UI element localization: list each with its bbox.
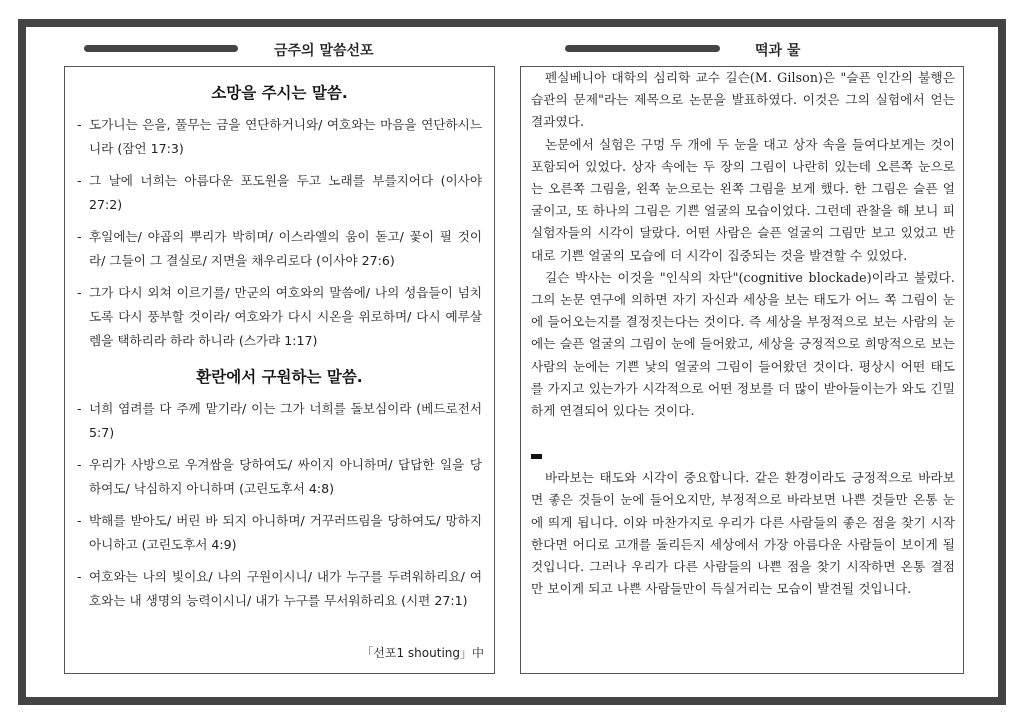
verse-text: 박해를 받아도/ 버린 바 되지 아니하며/ 거꾸러뜨림을 당하여도/ 망하지 아니하고 (고린도후서 4:9) xyxy=(89,513,482,552)
verse-marker: - xyxy=(77,229,82,244)
verse-item xyxy=(77,281,482,353)
verse-text: 도가니는 은을, 풀무는 금을 연단하거니와/ 여호와는 마음을 연단하시느니라 (잠언 17:3) xyxy=(89,117,482,156)
scripture-box xyxy=(64,66,495,674)
article-conclusion: 바라보는 태도와 시각이 중요합니다. 같은 환경이라도 긍정적으로 바라보면 좋은 것들이 눈에 들어오지만, 부정적으로 바라보면 나쁜 것들만 온통 눈에 띄게 됩니다. 이와 마찬가지로 우리가 다른 사람들의 좋은 점을 찾기 시작한다면 어디로 고개를 돌리든지 세상에서 가장 아름다운 사람들이 보이게 될 것입니다. 그러나 우리가 다른 사람들의 나쁜 점을 찾기 시작하면 온통 결점만 보이게 되고 나쁜 사람들만이 득실거리는 모습이 발견될 것입니다. xyxy=(531,470,955,597)
verse-text: 후일에는/ 야곱의 뿌리가 박히며/ 이스라엘의 움이 돋고/ 꽃이 필 것이라/ 그들이 그 결실로/ 지면을 채우리로다 (이사야 27:6) xyxy=(89,229,482,268)
section-title: 환란에서 구원하는 말씀. xyxy=(196,368,363,386)
verse-text: 너희 염려를 다 주께 맡기라/ 이는 그가 너희를 돌보심이라 (베드로전서 5:7) xyxy=(89,401,482,440)
right-column-header xyxy=(565,40,865,60)
verse-text: 우리가 사방으로 우겨쌈을 당하여도/ 싸이지 아니하며/ 답답한 일을 당하여도/ 낙심하지 아니하며 (고린도후서 4:8) xyxy=(89,457,482,496)
verse-marker: - xyxy=(77,457,82,472)
section-marker xyxy=(531,454,542,459)
right-header-title: 떡과 물 xyxy=(755,43,801,59)
article-paragraph: 길슨 박사는 이것을 "인식의 차단"(cognitive blockade)이라고 불렀다. 그의 논문 연구에 의하면 자기 자신과 세상을 보는 태도가 어느 쪽 그림이 눈에 들어오는지를 결정짓는다는 것이다. 즉 세상을 부정적으로 보는 사람의 눈에는 슬픈 얼굴의 그림이 눈에 들어왔고, 세상을 긍정적으로 희망적으로 보는 사람의 눈에는 기쁜 낯의 얼굴의 그림이 들어왔던 것이다. 평상시 어떤 태도를 가지고 있는가가 시각적으로 어떤 정보를 더 많이 받아들이는가 와도 긴밀하게 연결되어 있다는 것이다. xyxy=(531,269,955,419)
article-paragraph: 논문에서 실험은 구멍 두 개에 두 눈을 대고 상자 속을 들여다보게는 것이 포함되어 있었다. 상자 속에는 두 장의 그림이 나란히 있는데 오른쪽 눈으로는 오른쪽 그림을, 왼쪽 눈으로는 왼쪽 그림을 보게 했다. 한 그림은 슬픈 얼굴이고, 또 하나의 그림은 기쁜 얼굴의 모습이었다. 그런데 관찰을 해 보니 피실험자들의 시각이 달랐다. 어떤 사람은 슬픈 얼굴의 그림만 보고 있었고 반대로 기쁜 얼굴의 모습에 더 시각이 집중되는 것을 발견할 수 있었다. xyxy=(531,136,955,263)
article-paragraph: 펜실베니아 대학의 심리학 교수 길슨(M. Gilson)은 "슬픈 인간의 불행은 습관의 문제"라는 제목으로 논문을 발표하였다. 이것은 그의 실험에서 얻는 결과였다. xyxy=(531,70,955,130)
left-column-header xyxy=(84,40,504,60)
verse-item xyxy=(77,565,482,613)
verse-item xyxy=(77,397,482,445)
verse-item xyxy=(77,453,482,501)
verse-marker: - xyxy=(77,513,82,528)
verse-item xyxy=(77,169,482,217)
verse-marker: - xyxy=(77,569,82,584)
left-header-title: 금주의 말씀선포 xyxy=(274,43,374,59)
verse-marker: - xyxy=(77,173,82,188)
right-header-bar xyxy=(565,45,720,52)
verse-text: 그가 다시 외쳐 이르기를/ 만군의 여호와의 말씀에/ 나의 성읍들이 넘치도록 다시 풍부할 것이라/ 여호와가 다시 시온을 위로하며/ 다시 예루살렘을 택하리라 하라 하니라 (스가랴 1:17) xyxy=(89,285,482,348)
section-title: 소망을 주시는 말씀. xyxy=(211,84,348,102)
article-box xyxy=(520,66,964,674)
left-header-bar xyxy=(84,45,238,52)
verse-item xyxy=(77,113,482,161)
source-credit: 「선포1 shouting」中 xyxy=(361,646,484,660)
verse-marker: - xyxy=(77,117,82,132)
verse-item xyxy=(77,225,482,273)
verse-item xyxy=(77,509,482,557)
verse-marker: - xyxy=(77,401,82,416)
verse-text: 그 날에 너희는 아름다운 포도원을 두고 노래를 부를지어다 (이사야 27:2) xyxy=(89,173,482,212)
verse-text: 여호와는 나의 빛이요/ 나의 구원이시니/ 내가 누구를 두려워하리요/ 여호와는 내 생명의 능력이시니/ 내가 누구를 무서워하리요 (시편 27:1) xyxy=(89,569,482,608)
verse-marker: - xyxy=(77,285,82,300)
